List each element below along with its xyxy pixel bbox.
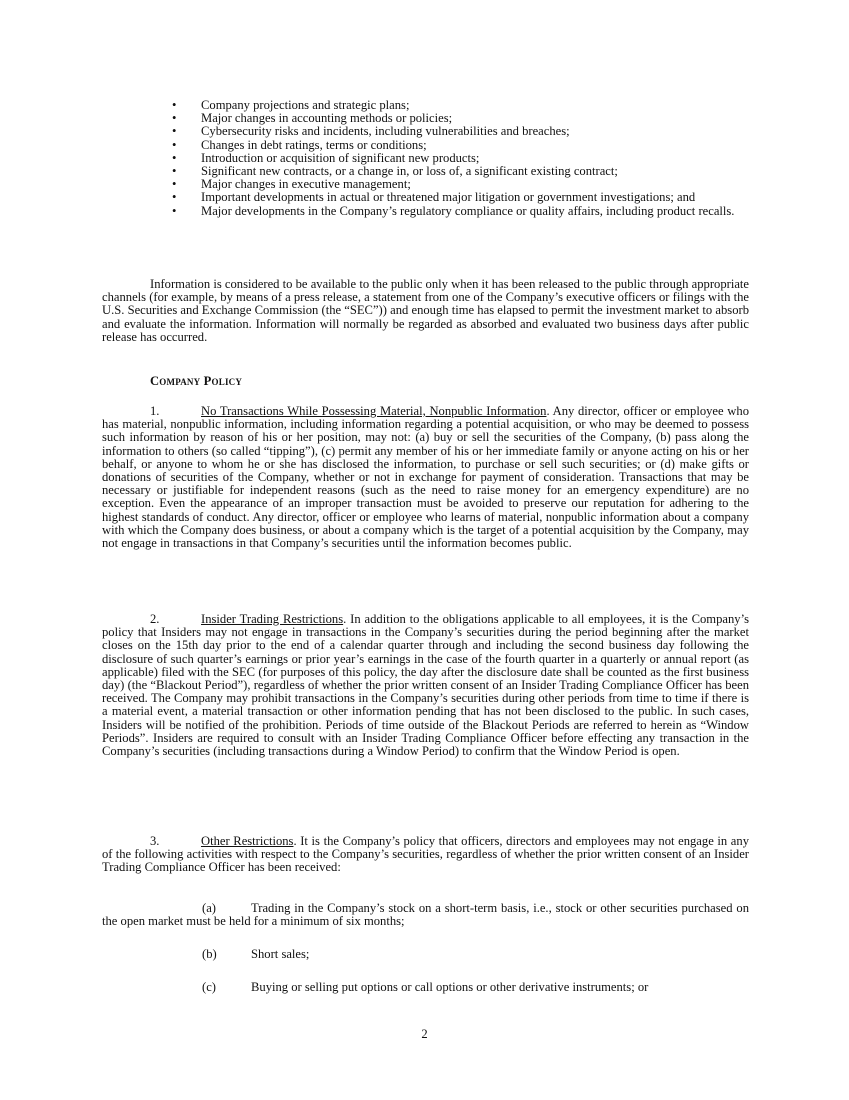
subitem-text: Buying or selling put options or call options or other derivative instruments; or: [251, 980, 649, 994]
section-heading: Company Policy: [150, 374, 243, 388]
item-title: No Transactions While Possessing Material, Nonpublic Information: [201, 404, 547, 418]
item-body: . It is the Company’s policy that officers, directors and employees may not engage in any of the following activities with respect to the Company’s securities, regardless of whether the prior written consent of an Insider Trading Compliance Officer has been received:: [102, 834, 749, 875]
subitem-label: (b): [202, 947, 217, 961]
public-information-paragraph: Information is considered to be available to the public only when it has been released to the public through appropriate channels (for example, by means of a press release, a statement from one of the Company’s executive officers or filings with the U.S. Securities and Exchange Commission (the “SEC”)) and enough time has elapsed to permit the investment market to absorb and evaluate the information. Information will normally be regarded as absorbed and evaluated two business days after public release has occurred.: [102, 277, 749, 344]
item-number: 1.: [150, 404, 160, 418]
list-item: • Major changes in executive management;: [172, 178, 752, 191]
list-item: • Important developments in actual or threatened major litigation or government investigations; and: [172, 191, 752, 204]
list-item: • Company projections and strategic plans;: [172, 99, 752, 112]
policy-item-1: [102, 405, 749, 550]
item-body: . In addition to the obligations applicable to all employees, it is the Company’s policy that Insiders may not engage in transactions in the Company’s securities during the period beginning after the market closes on the 15th day prior to the end of a calendar quarter through and including the second business day following the disclosure of such quarter’s earnings or prior year’s earnings in the case of the fourth quarter in a quarterly or annual report (as applicable) filed with the SEC (for purposes of this policy, the day after the disclosure date shall be counted as the first business day) (the “Blackout Period”), regardless of whether the prior written consent of an Insider Trading Compliance Officer has been received. The Company may prohibit transactions in the Company’s securities during other periods from time to time if there is a material event, a material transaction or other information pending that has not been disclosed to the public. In such cases, Insiders will be notified of the prohibition. Periods of time outside of the Blackout Periods are referred to herein as “Window Periods”. Insiders are required to consult with an Insider Trading Compliance Officer before effecting any transaction in the Company’s securities (including transactions during a Window Period) to confirm that the Window Period is open.: [102, 612, 749, 759]
list-item: • Major developments in the Company’s regulatory compliance or quality affairs, including product recalls.: [172, 205, 752, 218]
list-item: • Major changes in accounting methods or policies;: [172, 112, 752, 125]
subitem-c: [202, 981, 749, 994]
subitem-text: Short sales;: [251, 947, 310, 961]
list-item: • Cybersecurity risks and incidents, including vulnerabilities and breaches;: [172, 125, 752, 138]
list-item: • Significant new contracts, or a change in, or loss of, a significant existing contract;: [172, 165, 752, 178]
item-number: 3.: [150, 834, 160, 848]
list-item: • Introduction or acquisition of significant new products;: [172, 152, 752, 165]
bullet-list: [172, 99, 752, 218]
page-number: 2: [421, 1027, 428, 1041]
item-title: Other Restrictions: [201, 834, 294, 848]
list-item: • Changes in debt ratings, terms or conditions;: [172, 139, 752, 152]
item-title: Insider Trading Restrictions: [201, 612, 344, 626]
item-body: . Any director, officer or employee who has material, nonpublic information, including information regarding a potential acquisition, or who may be deemed to possess such information by reason of his or her position, may not: (a) buy or sell the securities of the Company, (b) pass along the information to others (so called “tipping”), (c) permit any member of his or her immediate family or anyone acting on his or her behalf, or anyone to whom he or she has disclosed the information, to purchase or sell such securities; or (d) make gifts or donations of securities of the Company, whether or not in exchange for payment of consideration. Transactions that may be necessary or justifiable for independent reasons (such as the need to raise money for an emergency expenditure) are no exception. Even the appearance of an improper transaction must be avoided to preserve our reputation for adhering to the highest standards of conduct. Any director, officer or employee who learns of material, nonpublic information about a company with which the Company does business, or about a company which is the target of a potential acquisition by the Company, may not engage in transactions in that Company’s securities until the information becomes public.: [102, 404, 749, 551]
item-number: 2.: [150, 612, 160, 626]
subitem-label: (c): [202, 980, 216, 994]
policy-item-2: [102, 613, 749, 758]
policy-item-3: [102, 835, 749, 875]
subitem-text: Trading in the Company’s stock on a short-term basis, i.e., stock or other securities purchased on the open market must be held for a minimum of six months;: [102, 901, 749, 929]
subitem-a: [102, 902, 749, 928]
subitem-label: (a): [202, 901, 216, 915]
subitem-b: [202, 948, 749, 961]
